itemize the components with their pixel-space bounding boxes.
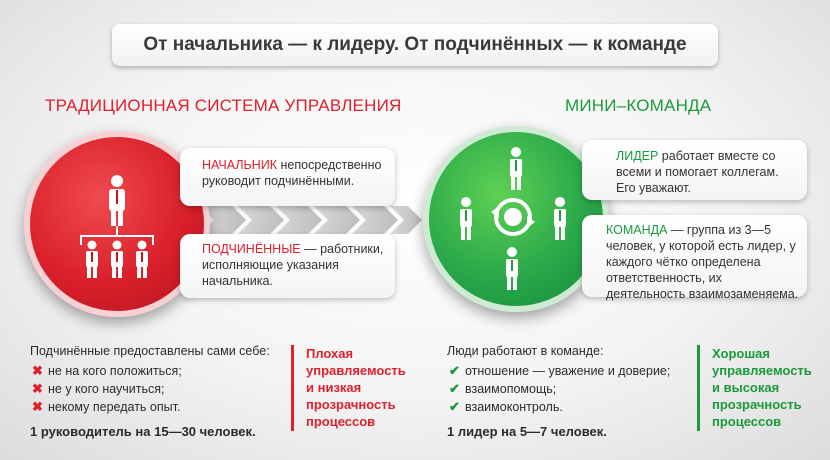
team-ratio: 1 лидер на 5—7 человек. [447,424,607,439]
team-callout [582,215,807,301]
team-icon [429,132,603,306]
leader-callout [582,140,807,200]
traditional-intro: Подчинённые предоставлены сами себе: [30,344,270,358]
check-icon: ✔ [449,399,460,414]
verdict-line: процессов [712,414,782,429]
traditional-verdict [291,345,406,431]
subordinates-description: — работники, исполняющие указания начальника. [202,242,384,288]
list-item-text: некому передать опыт. [48,400,181,414]
traditional-summary [30,344,270,439]
team-intro: Люди работают в команде: [447,344,604,358]
team-keyword: КОМАНДА [606,223,668,237]
list-item [30,380,270,398]
cross-icon: ✖ [32,381,43,396]
team-description: — группа из 3—5 человек, у которой есть лидер, у каждого чётко определена ответственность, их деятельность взаимозаменяема. [606,223,799,301]
subordinates-callout [180,234,395,298]
verdict-line: и высокая [712,380,780,395]
verdict-line: процессов [306,414,376,429]
verdict-line: Хорошая [712,346,770,361]
list-item [447,398,670,416]
list-item [30,362,270,380]
list-item [447,362,670,380]
verdict-line: управляемость [712,363,812,378]
verdict-line: Плохая [306,346,354,361]
cross-icon: ✖ [32,363,43,378]
check-icon: ✔ [449,381,460,396]
traditional-ratio: 1 руководитель на 15—30 человек. [30,424,256,439]
list-item-text: взаимоконтроль. [465,400,563,414]
team-verdict [697,345,812,431]
list-item-text: взаимопомощь; [465,382,557,396]
boss-description: непосредственно руководит подчинёнными. [202,158,382,188]
mini-team-heading: МИНИ–КОМАНДА [565,96,712,115]
verdict-line: прозрачность [306,397,396,412]
boss-keyword: НАЧАЛЬНИК [202,158,278,172]
list-item [30,398,270,416]
list-item-text: отношение — уважение и доверие; [465,364,671,378]
boss-callout [180,148,395,206]
list-item-text: не у кого научиться; [48,382,165,396]
verdict-line: и низкая [306,380,362,395]
hierarchy-icon [30,137,204,311]
verdict-line: управляемость [306,363,406,378]
traditional-heading: ТРАДИЦИОННАЯ СИСТЕМА УПРАВЛЕНИЯ [45,96,402,115]
team-summary [447,344,670,439]
cross-icon: ✖ [32,399,43,414]
page-title: От начальника — к лидеру. От подчинённых — к команде [143,34,687,55]
subordinates-keyword: ПОДЧИНЁННЫЕ [202,242,301,256]
leader-keyword: ЛИДЕР [616,149,659,163]
list-item-text: не на кого положиться; [48,364,182,378]
list-item [447,380,670,398]
check-icon: ✔ [449,363,460,378]
verdict-line: прозрачность [712,397,802,412]
leader-description: работает вместе со всеми и помогает коллегам. Его уважают. [616,149,779,195]
cycle-icon [491,200,535,234]
chevron-arrows [200,206,422,234]
